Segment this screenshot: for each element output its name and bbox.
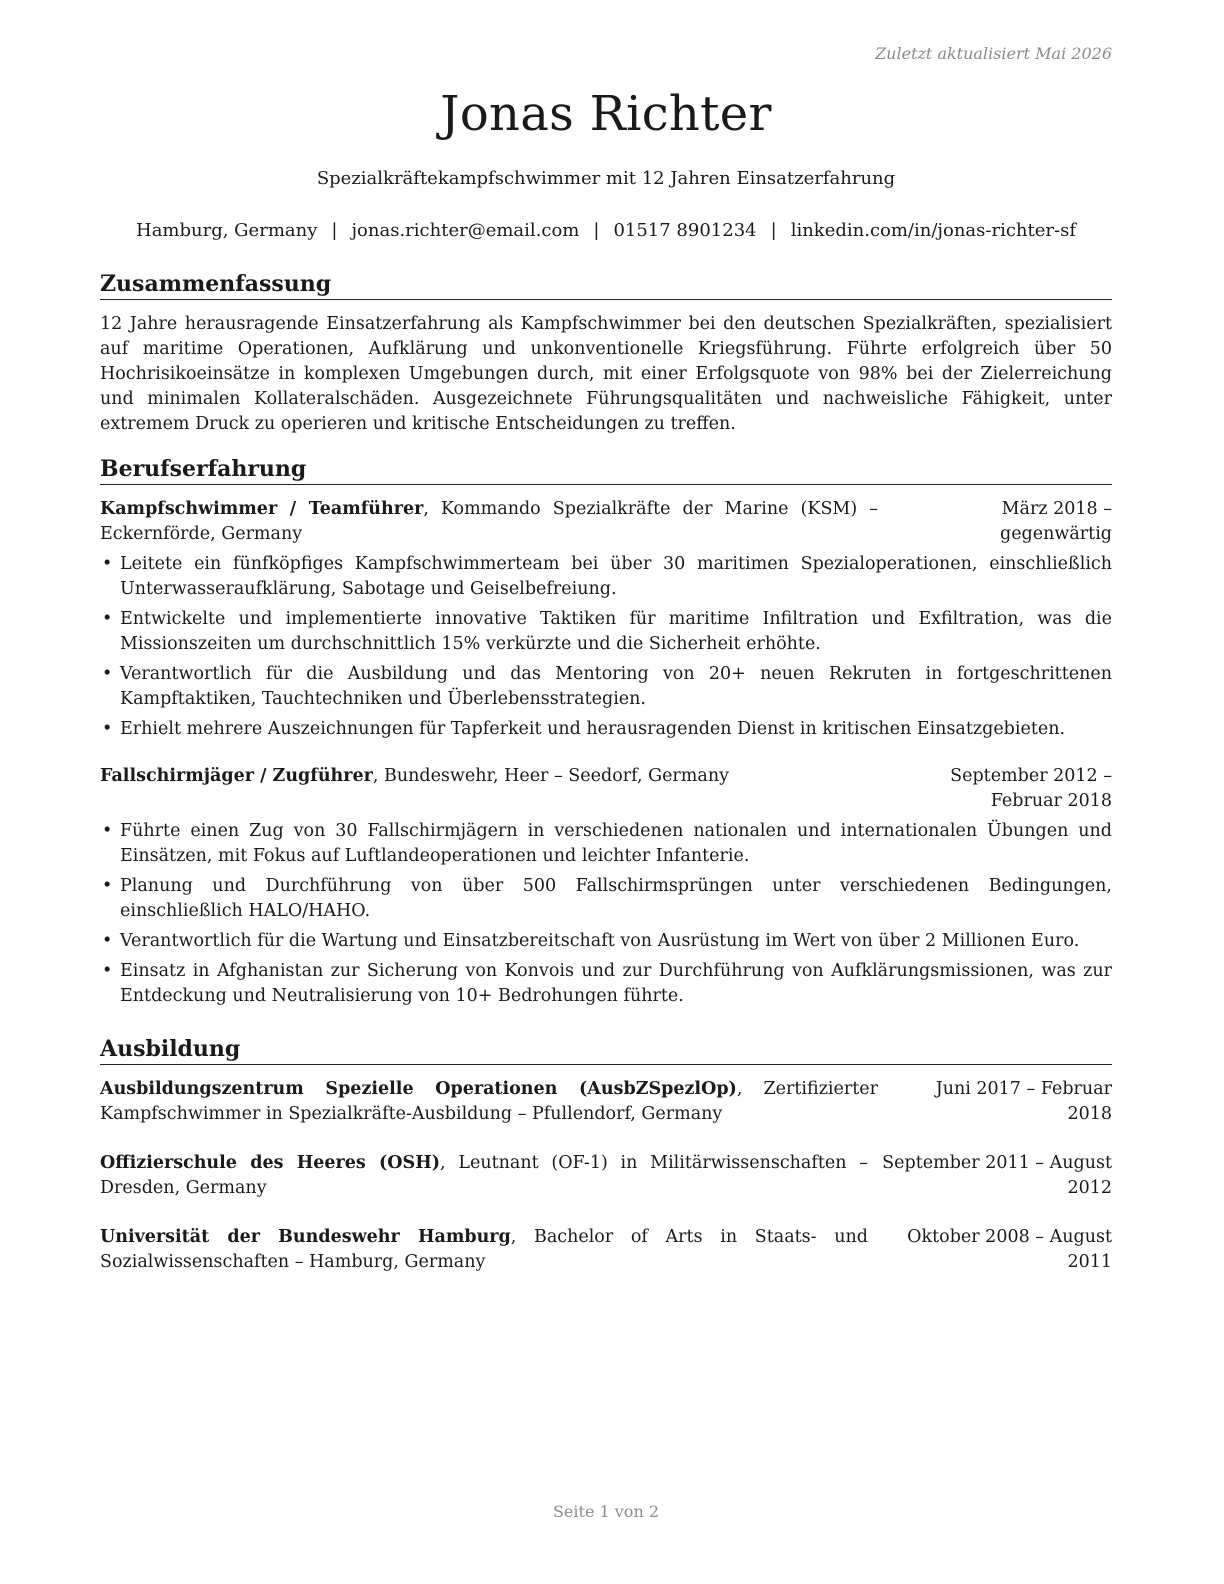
job-bullets	[100, 819, 1112, 1009]
contact-email[interactable]: jonas.richter@email.com	[351, 220, 580, 241]
education-dates: Juni 2017 – Februar 2018	[935, 1079, 1112, 1124]
job-entry	[100, 764, 1112, 1009]
summary-text: 12 Jahre herausragende Einsatzerfahrung als Kampfschwimmer bei den deutschen Spezialkräften, spezialisiert auf maritime Operationen, Aufklärung und unkonventionelle Kriegsführung. Führte erfolgreich über 50 Hochrisikoeinsätze in komplexen Umgebungen durch, mit einer Erfolgsquote von 98% bei der Zielerreichung und minimalen Kollateralschäden. Ausgezeichnete Führungsqualitäten und nachweisliche Fähigkeit, unter extremem Druck zu operieren und kritische Entscheidungen zu treffen.	[100, 314, 1112, 434]
job-role: Fallschirmjäger / Zugführer	[100, 766, 373, 786]
job-header	[100, 497, 1112, 547]
last-updated: Zuletzt aktualisiert Mai 2026	[875, 44, 1112, 63]
summary-section	[100, 270, 1112, 437]
bullet-item: • Einsatz in Afghanistan zur Sicherung von Konvois und zur Durchführung von Aufklärungsmissionen, was zur Entdeckung und Neutralisierung von 10+ Bedrohungen führte.	[100, 959, 1112, 1009]
bullet-item: • Verantwortlich für die Wartung und Einsatzbereitschaft von Ausrüstung im Wert von über 2 Millionen Euro.	[100, 929, 1112, 954]
education-title-line	[100, 1151, 880, 1201]
job-title-line	[100, 764, 876, 814]
experience-section	[100, 455, 1112, 1014]
resume-page	[100, 0, 1112, 1584]
tagline: Spezialkräftekampfschwimmer mit 12 Jahren Einsatzerfahrung	[316, 168, 896, 189]
job-organization: , Bundeswehr, Heer – Seedorf, Germany	[372, 766, 729, 786]
candidate-name: Jonas Richter	[440, 86, 772, 142]
contact-separator: |	[593, 220, 600, 241]
job-title-line	[100, 497, 890, 547]
education-dates: September 2011 – August 2012	[882, 1153, 1112, 1198]
education-detail: , Leutnant (OF-1) in Militärwissenschaften – Dresden, Germany	[100, 1153, 869, 1198]
contact-separator: |	[331, 220, 338, 241]
section-title-experience: Berufserfahrung	[100, 455, 1112, 485]
job-dates: März 2018 – gegenwärtig	[1000, 499, 1112, 544]
education-section	[100, 1035, 1112, 1275]
education-detail: , Bachelor of Arts in Staats- und Sozialwissenschaften – Hamburg, Germany	[100, 1227, 868, 1272]
contact-line	[100, 220, 1112, 241]
bullet-item: • Leitete ein fünfköpfiges Kampfschwimmerteam bei über 30 maritimen Spezialoperationen, einschließlich Unterwasseraufklärung, Sabotage und Geiselbefreiung.	[100, 552, 1112, 602]
contact-linkedin[interactable]: linkedin.com/in/jonas-richter-sf	[790, 220, 1076, 241]
education-entry	[100, 1225, 1112, 1275]
page-number: Seite 1 von 2	[552, 1502, 660, 1521]
education-school: Universität der Bundeswehr Hamburg	[100, 1227, 511, 1247]
job-entry	[100, 497, 1112, 742]
contact-phone: 01517 8901234	[613, 220, 757, 241]
job-organization: , Kommando Spezialkräfte der Marine (KSM) – Eckernförde, Germany	[100, 499, 878, 544]
education-dates: Oktober 2008 – August 2011	[907, 1227, 1112, 1272]
bullet-item: • Entwickelte und implementierte innovative Taktiken für maritime Infiltration und Exfiltration, was die Missionszeiten um durchschnittlich 15% verkürzte und die Sicherheit erhöhte.	[100, 607, 1112, 657]
section-title-summary: Zusammenfassung	[100, 270, 1112, 300]
education-title-line	[100, 1225, 880, 1275]
education-detail: , Zertifizierter Kampfschwimmer in Spezialkräfte-Ausbildung – Pfullendorf, Germany	[100, 1079, 878, 1124]
education-title-line	[100, 1077, 890, 1127]
contact-separator: |	[770, 220, 777, 241]
education-entry	[100, 1077, 1112, 1127]
bullet-item: • Verantwortlich für die Ausbildung und das Mentoring von 20+ neuen Rekruten in fortgeschrittenen Kampftaktiken, Tauchtechniken und Überlebensstrategien.	[100, 662, 1112, 712]
job-bullets	[100, 552, 1112, 742]
education-entry	[100, 1151, 1112, 1201]
bullet-item: • Erhielt mehrere Auszeichnungen für Tapferkeit und herausragenden Dienst in kritischen Einsatzgebieten.	[100, 717, 1112, 742]
section-title-education: Ausbildung	[100, 1035, 1112, 1065]
job-header	[100, 764, 1112, 814]
bullet-item: • Führte einen Zug von 30 Fallschirmjägern in verschiedenen nationalen und internationalen Übungen und Einsätzen, mit Fokus auf Luftlandeoperationen und leichter Infanterie.	[100, 819, 1112, 869]
education-school: Ausbildungszentrum Spezielle Operationen (AusbZSpezlOp)	[100, 1079, 737, 1099]
education-school: Offizierschule des Heeres (OSH)	[100, 1153, 441, 1173]
contact-location: Hamburg, Germany	[136, 220, 318, 241]
job-role: Kampfschwimmer / Teamführer	[100, 499, 424, 519]
bullet-item: • Planung und Durchführung von über 500 Fallschirmsprüngen unter verschiedenen Bedingungen, einschließlich HALO/HAHO.	[100, 874, 1112, 924]
job-dates: September 2012 – Februar 2018	[950, 766, 1112, 811]
